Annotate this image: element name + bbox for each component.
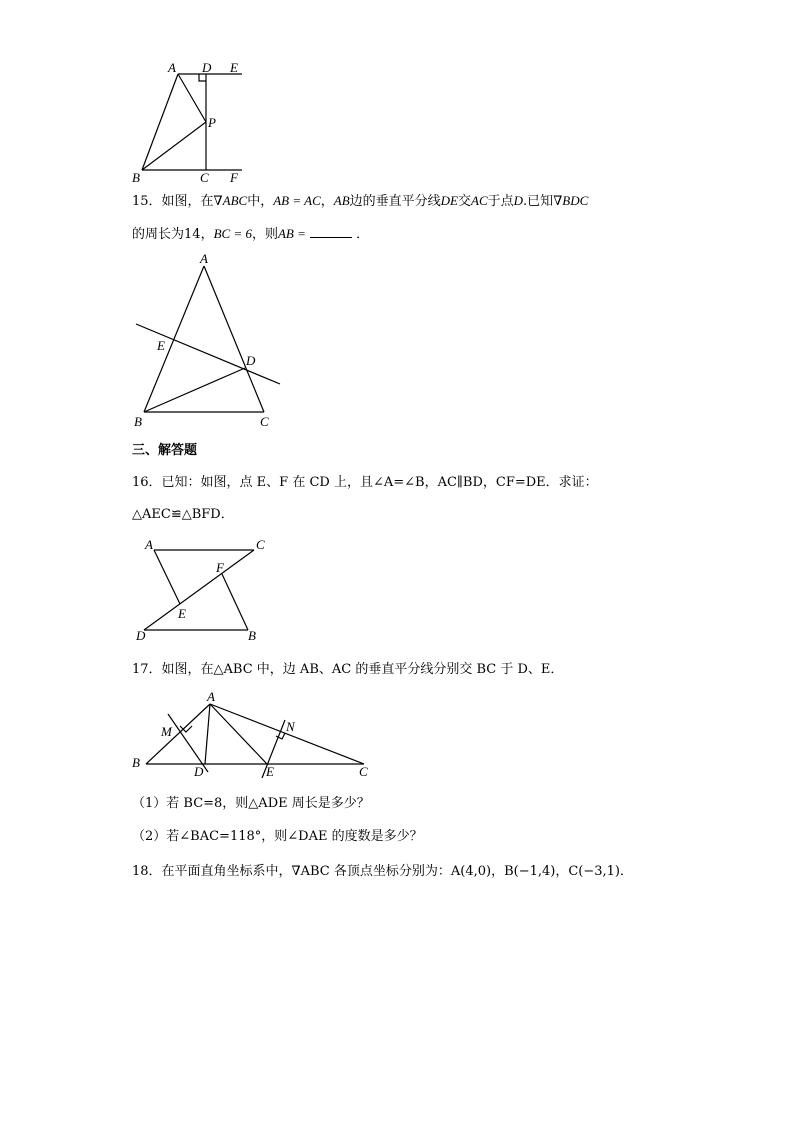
q17-label-e: E bbox=[266, 764, 274, 779]
q16-label-e: E bbox=[178, 606, 186, 621]
q16-label-c: C bbox=[256, 537, 265, 552]
q14-label-a: A bbox=[168, 60, 176, 75]
q14-label-p: P bbox=[208, 115, 216, 130]
q17-label-n: N bbox=[286, 719, 295, 734]
q14-label-d: D bbox=[202, 60, 212, 75]
q15-line2: 的周长为14，BC = 6，则AB = ． bbox=[132, 226, 370, 242]
q17-sub2: （2）若∠BAC=118°，则∠DAE 的度数是多少？ bbox=[132, 829, 423, 844]
q15-label-b: B bbox=[134, 414, 142, 429]
q14-figure bbox=[130, 58, 260, 188]
q17-label-m: M bbox=[161, 724, 172, 739]
q15-label-c: C bbox=[260, 414, 269, 429]
q17-label-a: A bbox=[207, 689, 215, 704]
q17-line1: 17．如图，在△ABC 中，边 AB、AC 的垂直平分线分别交 BC 于 D、E． bbox=[132, 662, 564, 677]
q17-figure bbox=[130, 688, 380, 783]
q16-line2: △AEC≌△BFD． bbox=[132, 507, 234, 522]
q14-label-f: F bbox=[230, 170, 238, 185]
q16-label-b: B bbox=[248, 628, 256, 643]
q14-label-e: E bbox=[230, 60, 238, 75]
q16-label-d: D bbox=[136, 628, 146, 643]
q18-line1: 18．在平面直角坐标系中，∇ABC 各顶点坐标分别为：A(4,0)，B(−1,4)，C(−3,1)． bbox=[132, 864, 634, 879]
q17-sub1: （1）若 BC=8，则△ADE 周长是多少？ bbox=[132, 796, 370, 811]
q14-label-b: B bbox=[132, 170, 140, 185]
q16-figure bbox=[130, 534, 280, 644]
q17-label-d: D bbox=[194, 764, 204, 779]
q17-label-c: C bbox=[359, 764, 368, 779]
section-heading: 三、解答题 bbox=[132, 443, 198, 458]
q17-label-b: B bbox=[132, 755, 140, 770]
q16-label-f: F bbox=[216, 560, 224, 575]
q15-figure bbox=[130, 250, 290, 430]
q16-label-a: A bbox=[145, 537, 153, 552]
q16-line1: 16．已知：如图，点 E、F 在 CD 上，且∠A=∠B，AC∥BD，CF=DE．求证： bbox=[132, 475, 598, 490]
q15-label-d: D bbox=[246, 353, 256, 368]
q15-line1: 15．如图，在∇ABC中，AB = AC，AB边的垂直平分线DE交AC于点D.已知∇BDC bbox=[132, 193, 589, 209]
q15-answer-blank[interactable] bbox=[310, 225, 352, 238]
q15-label-e: E bbox=[157, 338, 165, 353]
q14-label-c: C bbox=[200, 170, 209, 185]
q15-label-a: A bbox=[200, 251, 208, 266]
